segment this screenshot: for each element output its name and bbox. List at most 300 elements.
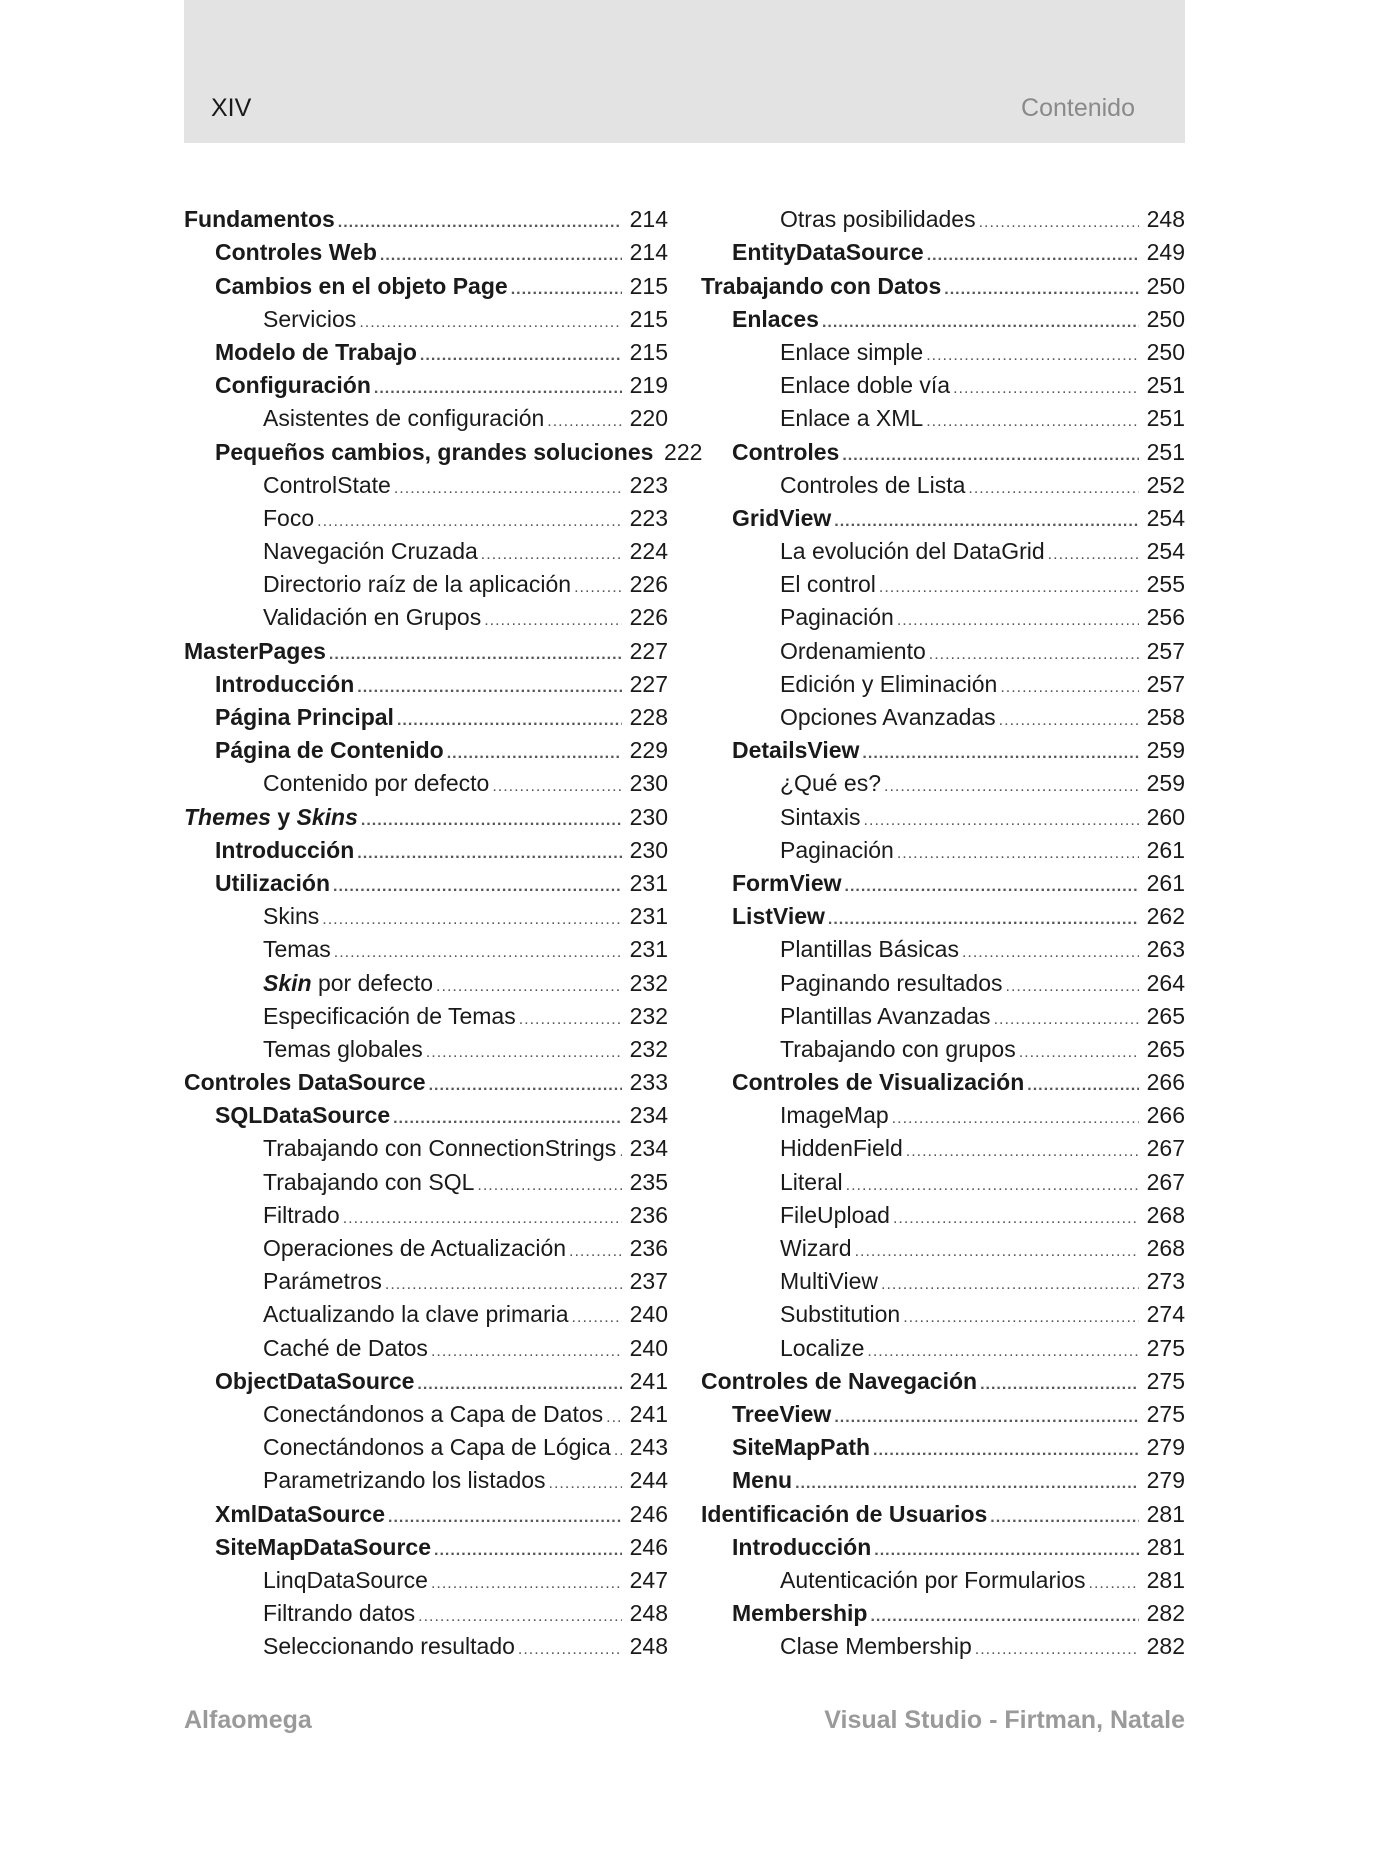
dot-leader [614, 1438, 622, 1464]
toc-entry [701, 1132, 1185, 1165]
toc-entry-page: 223 [629, 504, 668, 531]
toc-entry-page: 259 [1146, 737, 1185, 764]
toc-entry-title: Paginando resultados [780, 969, 1003, 996]
dot-leader [1019, 1040, 1139, 1066]
toc-entry-title: Menu [732, 1467, 793, 1494]
dot-leader [975, 1637, 1139, 1663]
toc-entry [184, 469, 668, 502]
toc-entry [184, 336, 668, 369]
toc-entry-title: Clase Membership [780, 1633, 972, 1660]
toc-entry [184, 303, 668, 336]
toc-entry-page: 261 [1146, 869, 1185, 896]
dot-leader [484, 608, 622, 634]
toc-entry-page: 248 [629, 1633, 668, 1660]
toc-entry-title: Controles de Lista [780, 471, 966, 498]
toc-entry-page: 219 [629, 372, 668, 399]
dot-leader [431, 1571, 622, 1597]
toc-entry-page: 273 [1146, 1268, 1185, 1295]
toc-entry-title: Membership [732, 1600, 868, 1627]
toc-entry-title: Página Principal [215, 704, 394, 730]
toc-entry [184, 1365, 668, 1398]
section-title: Contenido [1021, 94, 1135, 122]
toc-entry-title: Introducción [215, 836, 355, 863]
toc-entry-page: 265 [1146, 1035, 1185, 1062]
dot-leader [845, 874, 1140, 900]
toc-entry-page: 254 [1146, 538, 1185, 565]
toc-entry-page: 224 [629, 538, 668, 565]
toc-entry-title: Edición y Eliminación [780, 670, 998, 697]
toc-entry [701, 1199, 1185, 1232]
toc-entry-title: Cambios en el objeto Page [215, 272, 508, 299]
toc-entry-page: 257 [1146, 670, 1185, 697]
toc-entry-page: 227 [629, 670, 668, 697]
toc-entry [701, 336, 1185, 369]
toc-entry [184, 900, 668, 933]
toc-entry-title: SQLDataSource [215, 1102, 391, 1129]
toc-entry [184, 734, 668, 767]
dot-leader [569, 1239, 622, 1265]
toc-entry-page: 274 [1146, 1301, 1185, 1328]
toc-entry-page: 250 [1146, 338, 1185, 365]
toc-entry-page: 232 [629, 1035, 668, 1062]
dot-leader [893, 1206, 1139, 1232]
dot-leader [944, 277, 1139, 303]
toc-entry-title: Caché de Datos [263, 1334, 428, 1361]
toc-entry-page: 256 [1146, 604, 1185, 631]
toc-entry-page: 248 [1146, 206, 1185, 233]
dot-leader [926, 409, 1139, 435]
toc-entry-title: MasterPages [184, 637, 326, 664]
dot-leader [929, 642, 1139, 668]
dot-leader [968, 476, 1139, 502]
dot-leader [980, 1372, 1139, 1398]
toc-entry-page: 237 [629, 1268, 668, 1295]
toc-entry [701, 1431, 1185, 1464]
dot-leader [447, 741, 622, 767]
dot-leader [357, 841, 622, 867]
toc-entry-page: 246 [629, 1533, 668, 1560]
toc-entry [184, 402, 668, 435]
toc-entry [184, 1265, 668, 1298]
toc-entry [184, 502, 668, 535]
toc-entry-title: Validación en Grupos [263, 604, 482, 631]
toc-entry [701, 1564, 1185, 1597]
toc-entry-page: 259 [1146, 770, 1185, 797]
toc-entry [184, 1398, 668, 1431]
toc-entry-title: DetailsView [732, 737, 860, 764]
toc-entry-title: Controles de Visualización [732, 1069, 1025, 1096]
toc-entry [701, 535, 1185, 568]
toc-entry-title: EntityDataSource [732, 239, 924, 266]
toc-entry-title: Pequeños cambios, grandes soluciones [215, 438, 654, 465]
toc-entry-title: Paginación [780, 604, 894, 631]
toc-entry-page: 266 [1146, 1102, 1185, 1129]
toc-entry-title-part: y [270, 803, 297, 830]
dot-leader [329, 642, 622, 668]
toc-entry [184, 435, 703, 468]
toc-entry-title: GridView [732, 504, 832, 531]
toc-entry-title: Substitution [780, 1301, 901, 1328]
toc-entry-title: Trabajando con grupos [780, 1035, 1016, 1062]
toc-entry [184, 269, 668, 302]
toc-entry [184, 1298, 668, 1331]
toc-entry-title: ObjectDataSource [215, 1367, 415, 1394]
toc-entry-title: Parametrizando los listados [263, 1467, 546, 1494]
toc-entry-page: 251 [1146, 438, 1185, 465]
toc-entry [184, 1497, 668, 1530]
toc-entry-title: Temas [263, 936, 331, 963]
toc-entry-page: 275 [1146, 1367, 1185, 1394]
toc-entry-title: Otras posibilidades [780, 206, 976, 233]
toc-entry-title: Controles DataSource [184, 1069, 426, 1096]
toc-entry [701, 1531, 1185, 1564]
toc-entry-page: 230 [629, 770, 668, 797]
toc-entry-page: 240 [629, 1334, 668, 1361]
toc-column-left [184, 203, 703, 1663]
toc-entry-page: 241 [629, 1400, 668, 1427]
toc-entry [184, 1630, 668, 1663]
toc-entry-page: 248 [629, 1600, 668, 1627]
toc-entry-page: 282 [1146, 1633, 1185, 1660]
toc-entry [701, 834, 1185, 867]
toc-entry-title: ListView [732, 903, 825, 930]
toc-entry-page: 231 [629, 869, 668, 896]
toc-entry-title: Localize [780, 1334, 865, 1361]
dot-leader [574, 575, 622, 601]
toc-entry-title: Controles de Navegación [701, 1367, 978, 1394]
toc-entry-title: Opciones Avanzadas [780, 704, 996, 730]
toc-entry-page: 260 [1146, 803, 1185, 830]
toc-entry-page: 251 [1146, 405, 1185, 432]
dot-leader [359, 310, 622, 336]
toc-entry-title: Trabajando con Datos [701, 272, 942, 299]
toc-entry-title: Wizard [780, 1235, 852, 1261]
toc-entry-page: 228 [629, 704, 668, 730]
toc-entry [184, 1132, 668, 1165]
toc-entry-page: 241 [629, 1367, 668, 1394]
toc-entry-title: ControlState [263, 471, 391, 498]
dot-leader [418, 1604, 622, 1630]
dot-leader [892, 1106, 1139, 1132]
toc-entry [701, 1331, 1185, 1364]
toc-entry-page: 267 [1146, 1168, 1185, 1195]
dot-leader [879, 575, 1139, 601]
dot-leader [994, 1007, 1139, 1033]
toc-entry-page: 267 [1146, 1135, 1185, 1162]
toc-entry [184, 203, 668, 236]
toc-entry [701, 1298, 1185, 1331]
toc-entry-title: Trabajando con ConnectionStrings [263, 1135, 617, 1162]
toc-entry-page: 265 [1146, 1002, 1185, 1029]
dot-leader [518, 1637, 622, 1663]
toc-entry [184, 834, 668, 867]
toc-entry [701, 900, 1185, 933]
toc-entry-title: Utilización [215, 869, 331, 896]
dot-leader [842, 443, 1139, 469]
toc-entry-title: Fundamentos [184, 206, 335, 233]
toc-entry [184, 767, 668, 800]
toc-entry-title: ¿Qué es? [780, 770, 881, 797]
toc-entry [701, 1365, 1185, 1398]
toc-entry-title: Conectándonos a Capa de Datos [263, 1400, 604, 1427]
dot-leader [834, 509, 1139, 535]
toc-entry [701, 236, 1185, 269]
toc-entry-title: Conectándonos a Capa de Lógica [263, 1434, 611, 1461]
toc-entry-title: SiteMapPath [732, 1434, 871, 1461]
toc-entry-title [263, 967, 433, 1000]
toc-entry [184, 1331, 668, 1364]
dot-leader [990, 1505, 1139, 1531]
dot-leader [999, 708, 1139, 734]
toc-entry [701, 1630, 1185, 1663]
toc-entry [701, 1165, 1185, 1198]
toc-entry-page: 230 [629, 836, 668, 863]
toc-entry [184, 1066, 668, 1099]
toc-entry-page: 268 [1146, 1201, 1185, 1228]
toc-entry-page: 215 [629, 338, 668, 365]
page-header [184, 0, 1185, 143]
toc-entry-title-part: por defecto [311, 969, 434, 996]
toc-entry [184, 1099, 668, 1132]
toc-entry-title: MultiView [780, 1268, 878, 1295]
toc-entry-title: SiteMapDataSource [215, 1533, 432, 1560]
toc-entry [701, 369, 1185, 402]
toc-entry-page: 279 [1146, 1467, 1185, 1494]
dot-leader [926, 343, 1139, 369]
toc-entry-page: 244 [629, 1467, 668, 1494]
toc-entry-page: 231 [629, 903, 668, 930]
toc-entry [184, 1597, 668, 1630]
toc-entry [701, 701, 1185, 734]
toc-entry-title: Plantillas Avanzadas [780, 1002, 991, 1029]
toc-entry-page: 257 [1146, 637, 1185, 664]
toc-entry-title [184, 801, 358, 834]
dot-leader [322, 907, 622, 933]
toc-entry [701, 402, 1185, 435]
dot-leader [511, 277, 622, 303]
toc-entry [701, 1597, 1185, 1630]
dot-leader [862, 741, 1139, 767]
toc-entry-title: Operaciones de Actualización [263, 1235, 567, 1261]
dot-leader [417, 1372, 622, 1398]
toc-entry-title: Filtrando datos [263, 1600, 416, 1627]
toc-column-right [701, 203, 1185, 1663]
toc-entry-title: Filtrado [263, 1201, 340, 1228]
dot-leader [393, 1106, 622, 1132]
toc-entry [701, 767, 1185, 800]
toc-entry [701, 966, 1185, 999]
dot-leader [361, 808, 622, 834]
dot-leader [549, 1471, 622, 1497]
toc-entry-page: 281 [1146, 1500, 1185, 1527]
toc-entry [184, 966, 668, 999]
toc-entry-title: Contenido por defecto [263, 770, 490, 797]
toc-entry-title: Sintaxis [780, 803, 861, 830]
toc-entry-title: Controles Web [215, 239, 377, 266]
toc-entry-title: Controles [732, 438, 840, 465]
dot-leader [519, 1007, 622, 1033]
toc-entry-title: Skins [263, 903, 320, 930]
toc-entry-page: 243 [629, 1434, 668, 1461]
toc-entry [184, 568, 668, 601]
toc-entry [701, 1232, 1185, 1265]
dot-leader [846, 1173, 1139, 1199]
toc-entry-page: 262 [1146, 903, 1185, 930]
toc-entry-title: FormView [732, 869, 842, 896]
dot-leader [338, 210, 622, 236]
toc-entry [701, 469, 1185, 502]
toc-entry-page: 279 [1146, 1434, 1185, 1461]
dot-leader [855, 1239, 1139, 1265]
toc-entry [701, 601, 1185, 634]
toc-entry-page: 255 [1146, 571, 1185, 598]
toc-entry-page: 281 [1146, 1533, 1185, 1560]
toc-entry-page: 229 [629, 737, 668, 764]
dot-leader [1048, 542, 1139, 568]
toc-entry-title: La evolución del DataGrid [780, 538, 1045, 565]
dot-leader [380, 243, 622, 269]
toc-entry-page: 263 [1146, 936, 1185, 963]
footer-book-title: Visual Studio - Firtman, Natale [824, 1706, 1185, 1734]
toc-entry [184, 867, 668, 900]
toc-entry-page: 214 [629, 239, 668, 266]
toc-entry [184, 701, 668, 734]
toc-entry [701, 1033, 1185, 1066]
toc-entry-title: Enlace doble vía [780, 372, 951, 399]
toc-entry [184, 1199, 668, 1232]
toc-entry-page: 232 [629, 969, 668, 996]
toc-entry-page: 258 [1146, 704, 1185, 730]
toc-entry [701, 303, 1185, 336]
dot-leader [343, 1206, 622, 1232]
dot-leader [394, 476, 622, 502]
toc-entry [184, 1000, 668, 1033]
toc-entry [701, 1066, 1185, 1099]
toc-entry-title: Actualizando la clave primaria [263, 1301, 569, 1328]
dot-leader [884, 774, 1139, 800]
dot-leader [606, 1405, 622, 1431]
dot-leader [1027, 1073, 1139, 1099]
dot-leader [481, 542, 622, 568]
toc-entry [701, 867, 1185, 900]
toc-entry [184, 236, 668, 269]
dot-leader [979, 210, 1139, 236]
toc-entry-title: Literal [780, 1168, 843, 1195]
toc-entry-title: Identificación de Usuarios [701, 1500, 988, 1527]
dot-leader [317, 509, 622, 535]
toc-entry-page: 268 [1146, 1235, 1185, 1261]
toc-entry-page: 236 [629, 1235, 668, 1261]
toc-entry [184, 1564, 668, 1597]
toc-entry-title: Enlace simple [780, 338, 924, 365]
dot-leader [822, 310, 1139, 336]
toc-entry-page: 215 [629, 272, 668, 299]
dot-leader [397, 708, 622, 734]
toc-entry-page: 281 [1146, 1566, 1185, 1593]
toc-entry [184, 933, 668, 966]
toc-entry-page: 246 [629, 1500, 668, 1527]
toc-entry [184, 634, 668, 667]
dot-leader [864, 808, 1139, 834]
dot-leader [477, 1173, 622, 1199]
toc-entry [701, 435, 1185, 468]
toc-entry [184, 535, 668, 568]
toc-entry-title-part: Skin [263, 969, 312, 996]
dot-leader [927, 243, 1139, 269]
dot-leader [374, 376, 622, 402]
toc-entry [184, 369, 668, 402]
dot-leader [429, 1073, 622, 1099]
toc-entry [701, 800, 1185, 833]
toc-entry [701, 1099, 1185, 1132]
page-number: XIV [211, 94, 252, 122]
dot-leader [385, 1272, 622, 1298]
toc-entry-title: Servicios [263, 305, 357, 332]
dot-leader [897, 841, 1139, 867]
toc-entry-title: El control [780, 571, 876, 598]
toc-entry-page: 234 [629, 1135, 668, 1162]
toc-entry-page: 232 [629, 1002, 668, 1029]
toc-entry-title: Especificación de Temas [263, 1002, 516, 1029]
toc-entry [701, 734, 1185, 767]
dot-leader [962, 940, 1139, 966]
toc-entry-title: Directorio raíz de la aplicación [263, 571, 572, 598]
toc-entry-page: 233 [629, 1069, 668, 1096]
toc-entry-page: 235 [629, 1168, 668, 1195]
toc-entry-title: HiddenField [780, 1135, 903, 1162]
toc-entry-page: 231 [629, 936, 668, 963]
dot-leader [434, 1538, 622, 1564]
toc-entry-title: FileUpload [780, 1201, 890, 1228]
toc-entry-page: 266 [1146, 1069, 1185, 1096]
toc-entry-title: Autenticación por Formularios [780, 1566, 1086, 1593]
toc-entry-page: 223 [629, 471, 668, 498]
toc-entry-page: 254 [1146, 504, 1185, 531]
toc-entry [184, 800, 668, 833]
dot-leader [874, 1538, 1139, 1564]
toc-entry-page: 251 [1146, 372, 1185, 399]
dot-leader [420, 343, 622, 369]
toc-entry [184, 1033, 668, 1066]
toc-entry [701, 1464, 1185, 1497]
dot-leader [881, 1272, 1139, 1298]
toc-entry-title: Trabajando con SQL [263, 1168, 475, 1195]
toc-entry-title: Temas globales [263, 1035, 423, 1062]
dot-leader [333, 874, 622, 900]
dot-leader [873, 1438, 1139, 1464]
toc-entry-page: 214 [629, 206, 668, 233]
toc-entry [701, 203, 1185, 236]
toc-entry-title: ImageMap [780, 1102, 889, 1129]
toc-entry [701, 634, 1185, 667]
toc-entry-page: 215 [629, 305, 668, 332]
toc-entry-title: Introducción [215, 670, 355, 697]
dot-leader [357, 675, 622, 701]
toc-entry-page: 249 [1146, 239, 1185, 266]
dot-leader [388, 1505, 622, 1531]
toc-entry-page: 230 [629, 803, 668, 830]
dot-leader [334, 940, 622, 966]
dot-leader [897, 608, 1139, 634]
toc-entry [701, 1398, 1185, 1431]
toc-entry-title: Seleccionando resultado [263, 1633, 515, 1660]
toc-entry-page: 250 [1146, 305, 1185, 332]
toc-entry-page: 275 [1146, 1400, 1185, 1427]
toc-entry-page: 261 [1146, 836, 1185, 863]
toc-entry-title: Modelo de Trabajo [215, 338, 417, 365]
toc-entry [701, 269, 1185, 302]
toc-entry-page: 220 [629, 405, 668, 432]
